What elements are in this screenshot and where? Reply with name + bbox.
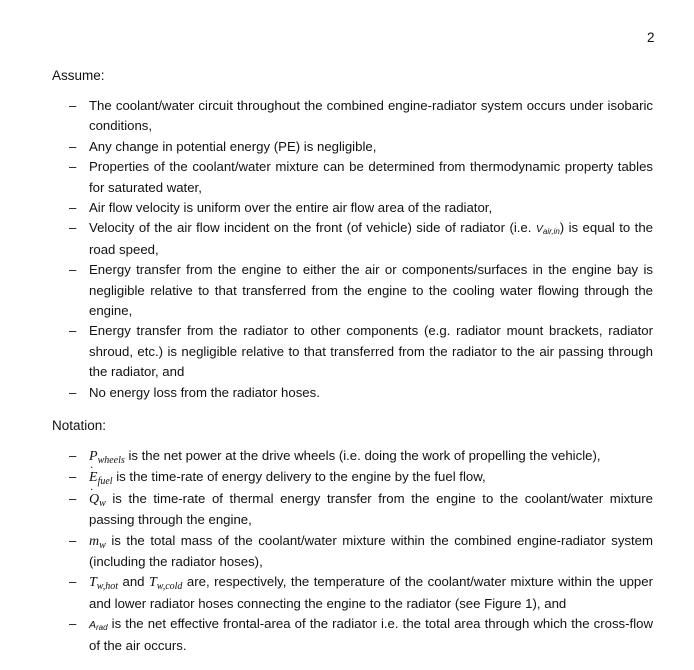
list-item: – $T_{w,hot}$ and $T_{w,cold}$ are, respectively, the temperature of the coolant/water mixture within the upper and lower radiator hoses connecting the engine to the radiator (see Figure 1), and [69,574,653,611]
assume-heading: Assume: [52,68,105,83]
list-item: – Q $˙_w$ is the time-rate of thermal energy transfer from the engine to the coolant/water mixture passing through the engine, [0,489,653,531]
list-item: – $m_w$ is the total mass of the coolant/water mixture within the combined engine-radiator system (including the radiator hoses), [69,532,653,570]
list-item: – No energy loss from the radiator hoses. [69,384,320,400]
assume-list [0,96,694,403]
list-item: – $A_{rad}$ is the net effective frontal-area of the radiator i.e. the total area through which the cross-flow of the air occurs. [69,616,653,653]
notation-heading: Notation: [52,418,107,433]
list-item: – Energy transfer from the radiator to other components (e.g. radiator mount brackets, radiator shroud, etc.) is negligible relative to that transferred from the radiator to the air passing through the radiator, and [69,323,653,380]
list-item: – Properties of the coolant/water mixture can be determined from thermodynamic property tables for saturated water, [69,159,653,195]
notation-list [0,446,694,656]
list-item: – Energy transfer from the engine to either the air or components/surfaces in the engine bay is negligible relative to that transferred from the engine to the cooling water flowing through the engine, [69,262,653,319]
list-item: – Velocity of the air flow incident on the front (of vehicle) side of radiator (i.e. $V_{air,in}$) is equal to the road speed, [69,220,654,257]
list-item: – E $˙_{fuel}$ is the time-rate of energy delivery to the engine by the fuel flow, [0,467,653,488]
list-item: – Any change in potential energy (PE) is negligible, [69,138,377,154]
list-item: – The coolant/water circuit throughout the combined engine-radiator system occurs under isobaric conditions, [69,98,653,134]
list-item: – $P_{wheels}$ is the net power at the drive wheels (i.e. doing the work of propelling the vehicle), [69,448,601,466]
page-number: 2 [647,30,655,45]
list-item: – Air flow velocity is uniform over the entire air flow area of the radiator, [69,200,493,216]
